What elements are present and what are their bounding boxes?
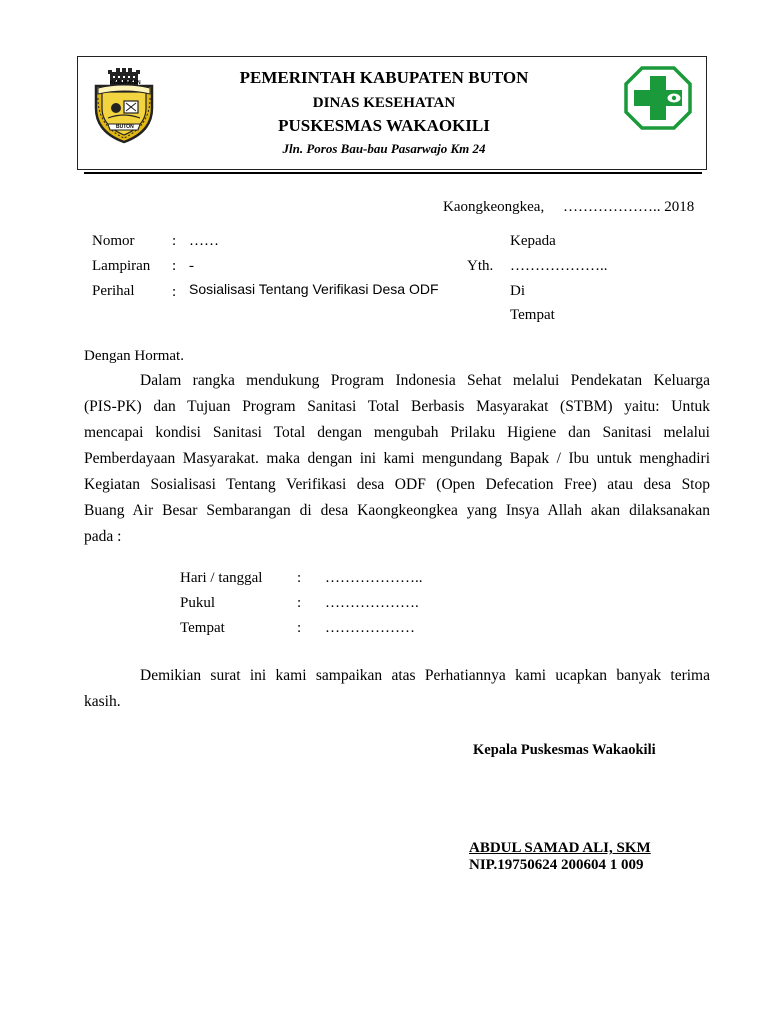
paragraph-line: Demikian surat ini kami sampaikan atas Perhatiannya kami ucapkan banyak terima	[140, 667, 710, 684]
schedule-pukul-colon: :	[297, 595, 302, 611]
logo-left-text-bottom: BUTON	[116, 124, 134, 130]
lampiran-value: -	[189, 258, 194, 274]
letterhead-address: Jln. Poros Bau-bau Pasarwajo Km 24	[282, 141, 486, 156]
signature-title: Kepala Puskesmas Wakaokili	[473, 742, 656, 758]
paragraph-line: (PIS-PK) dan Tujuan Program Sanitasi Total Berbasis Masyarakat (STBM) yaitu: Untuk	[84, 398, 710, 415]
lampiran-colon: :	[172, 258, 177, 274]
schedule-tempat-label: Tempat	[180, 620, 225, 636]
paragraph-line: kasih.	[84, 693, 121, 710]
nomor-colon: :	[172, 233, 177, 249]
letterhead-government: PEMERINTAH KABUPATEN BUTON	[239, 68, 529, 87]
schedule-tempat-colon: :	[297, 620, 302, 636]
perihal-label: Perihal	[92, 283, 135, 299]
paragraph-line: Pemberdayaan Masyarakat. maka dengan ini kami mengundang Bapak / Ibu untuk menghadiri	[84, 450, 710, 467]
recipient-kepada: Kepada	[510, 233, 556, 249]
paragraph-closing	[84, 663, 710, 715]
schedule-hari-value: ………………..	[325, 570, 423, 586]
schedule-hari-label: Hari / tanggal	[180, 570, 263, 586]
paragraph-line: Dalam rangka mendukung Program Indonesia Sehat melalui Pendekatan Keluarga	[140, 372, 710, 389]
letterhead-dinas: DINAS KESEHATAN	[312, 95, 456, 111]
nomor-label: Nomor	[92, 233, 135, 249]
schedule-tempat-value: ………………	[325, 620, 415, 636]
paragraph-line: pada :	[84, 528, 122, 545]
logo-left-text-top: KABUPATEN	[110, 80, 141, 86]
perihal-colon: :	[172, 284, 177, 300]
signature-name: ABDUL SAMAD ALI, SKM	[469, 840, 651, 856]
letterhead-divider	[84, 172, 702, 174]
recipient-di: Di	[510, 283, 525, 299]
paragraph-line: Kegiatan Sosialisasi Tentang Verifikasi desa ODF (Open Defecation Free) atau desa Stop	[84, 476, 710, 493]
schedule-pukul-value: ……………….	[325, 595, 419, 611]
paragraph-invitation	[84, 368, 710, 550]
perihal-value: Sosialisasi Tentang Verifikasi Desa ODF	[189, 281, 439, 297]
recipient-yth-label: Yth.	[467, 258, 494, 274]
recipient-tempat: Tempat	[510, 307, 555, 323]
lampiran-label: Lampiran	[92, 258, 151, 274]
signature-nip: NIP.19750624 200604 1 009	[469, 857, 644, 873]
paragraph-line: mencapai kondisi Sanitasi Total dengan mengubah Prilaku Higiene dan Sanitasi melalui	[84, 424, 710, 441]
letterhead-puskesmas: PUSKESMAS WAKAOKILI	[278, 116, 490, 135]
schedule-hari-colon: :	[297, 570, 302, 586]
date-line: Kaongkeongkea, ……………….. 2018	[443, 199, 695, 215]
nomor-value: ……	[189, 233, 219, 249]
salutation: Dengan Hormat.	[84, 348, 184, 364]
recipient-yth-value: ………………..	[510, 258, 608, 274]
paragraph-line: Buang Air Besar Sembarangan di desa Kaongkeongkea yang Insya Allah akan dilaksanakan	[84, 502, 710, 519]
schedule-pukul-label: Pukul	[180, 595, 216, 611]
